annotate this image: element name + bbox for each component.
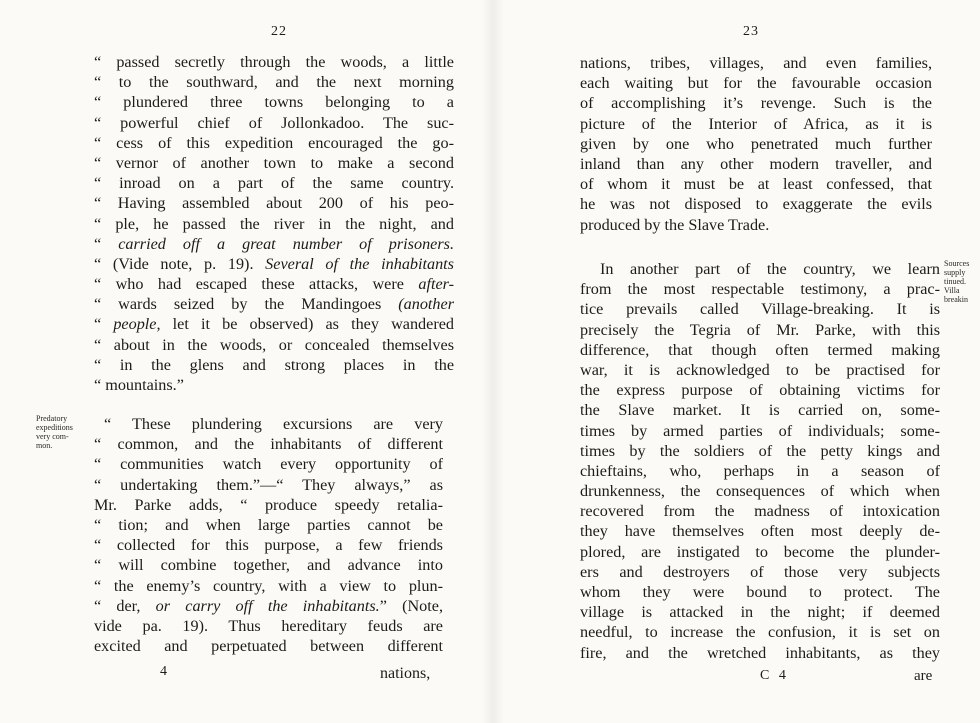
right-text-line: they have themselves often most deeply de-: [580, 522, 940, 541]
right-text-line: from the most respectable testimony, a prac-: [580, 280, 940, 299]
left-text-line: “ in the glens and strong places in the: [94, 355, 454, 374]
left-margin-note-line: very com-: [36, 432, 69, 441]
right-margin-note-line: supply: [944, 268, 966, 277]
left-page-block2: [94, 414, 443, 656]
left-text-line: “ (Vide note, p. 19). Several of the inhabitants: [94, 254, 454, 273]
right-text-line: produced by the Slave Trade.: [580, 215, 770, 234]
left-text-line: “ collected for this purpose, a few friends: [94, 536, 443, 555]
left-text-line: “ carried off a great number of prisoners.: [94, 234, 454, 253]
right-text-line: nations, tribes, villages, and even families,: [580, 54, 932, 72]
right-text-line: times by the soldiers of the petty kings and: [580, 441, 940, 460]
left-margin-note-line: Predatory: [36, 414, 68, 423]
left-text-line: “ undertaking them.”—“ They always,” as: [94, 475, 443, 494]
left-margin-note: [36, 414, 86, 450]
left-text-line: “ to the southward, and the next morning: [94, 73, 454, 92]
left-text-line: “ ple, he passed the river in the night, and: [94, 214, 454, 233]
right-text-line: plored, are instigated to become the plunder-: [580, 542, 940, 561]
book-gutter: [482, 0, 504, 723]
left-text-line: vide pa. 19). Thus hereditary feuds are: [94, 616, 443, 635]
right-text-line: fire, and the wretched inhabitants, as they: [580, 643, 940, 662]
right-page-block1: [580, 53, 932, 235]
left-text-line: “ vernor of another town to make a second: [94, 153, 454, 172]
right-page-block2: [580, 259, 940, 663]
right-text-line: In another part of the country, we learn: [600, 260, 940, 278]
right-margin-note-line: Sources: [944, 259, 970, 268]
right-margin-note-line: Villa: [944, 286, 960, 295]
left-text-line: “ will combine together, and advance into: [94, 556, 443, 575]
left-text-line: “ people, let it be observed) as they wandered: [94, 315, 454, 334]
right-text-line: inland than any other modern traveller, and: [580, 154, 932, 173]
right-text-line: whom they were bound to protect. The: [580, 583, 940, 601]
right-margin-note-line: tinued.: [944, 277, 966, 286]
right-page-number: 23: [743, 24, 759, 39]
left-text-line: “ These plundering excursions are very: [104, 415, 443, 433]
right-signature-mark: C 4: [760, 668, 789, 683]
left-catchword: nations,: [380, 665, 431, 682]
right-text-line: given by one who penetrated much further: [580, 134, 932, 153]
right-text-line: times by armed parties of individuals; some-: [580, 421, 940, 440]
left-margin-note-line: expeditions: [36, 423, 73, 432]
right-text-line: of whom it must be at least confessed, that: [580, 175, 932, 194]
left-text-line: “ powerful chief of Jollonkadoo. The suc-: [94, 113, 454, 132]
right-text-line: tice prevails called Village-breaking. It is: [580, 300, 940, 319]
right-margin-note-line: breakin: [944, 295, 968, 304]
right-catchword: are: [914, 668, 933, 684]
right-text-line: the express purpose of obtaining victims for: [580, 381, 940, 400]
right-text-line: picture of the Interior of Africa, as it is: [580, 114, 932, 133]
left-text-line: “ tion; and when large parties cannot be: [94, 515, 443, 534]
right-text-line: chieftains, who, perhaps in a season of: [580, 461, 940, 480]
right-text-line: difference, that though often termed making: [580, 340, 940, 359]
left-text-line: excited and perpetuated between different: [94, 637, 443, 656]
right-text-line: ers and destroyers of those very subjects: [580, 562, 940, 581]
left-text-line: “ Having assembled about 200 of his peo-: [94, 194, 454, 213]
left-text-line: “ mountains.”: [94, 376, 184, 394]
left-text-line: “ plundered three towns belonging to a: [94, 93, 454, 112]
right-text-line: of accomplishing it’s revenge. Such is the: [580, 94, 932, 113]
left-text-line: “ about in the woods, or concealed themselves: [94, 335, 454, 354]
left-signature-mark: 4: [160, 664, 167, 679]
right-text-line: the Slave market. It is carried on, some-: [580, 401, 940, 420]
left-page-block1: [94, 52, 454, 395]
left-page-number: 22: [271, 24, 287, 39]
right-text-line: he was not disposed to exaggerate the evils: [580, 195, 932, 214]
left-text-line: “ der, or carry off the inhabitants.” (Note,: [94, 596, 443, 615]
right-text-line: recovered from the madness of intoxication: [580, 502, 940, 521]
right-text-line: each waiting but for the favourable occasion: [580, 74, 932, 93]
left-text-line: Mr. Parke adds, “ produce speedy retalia-: [94, 495, 443, 514]
left-text-line: “ common, and the inhabitants of different: [94, 435, 443, 454]
left-text-line: “ cess of this expedition encouraged the go-: [94, 133, 454, 152]
left-text-line: “ passed secretly through the woods, a little: [94, 53, 454, 71]
left-text-line: “ wards seized by the Mandingoes (another: [94, 295, 454, 314]
right-text-line: needful, to increase the confusion, it is set on: [580, 623, 940, 642]
left-text-line: “ inroad on a part of the same country.: [94, 174, 454, 193]
right-text-line: drunkenness, the consequences of which when: [580, 482, 940, 501]
left-text-line: “ communities watch every opportunity of: [94, 455, 443, 474]
right-text-line: village is attacked in the night; if deemed: [580, 603, 940, 622]
right-text-line: war, it is acknowledged to be practised for: [580, 360, 940, 379]
left-margin-note-line: mon.: [36, 441, 53, 450]
right-text-line: precisely the Tegria of Mr. Parke, with this: [580, 320, 940, 339]
right-margin-note: [944, 259, 980, 304]
left-text-line: “ who had escaped these attacks, were after-: [94, 275, 454, 294]
left-text-line: “ the enemy’s country, with a view to plun-: [94, 576, 443, 595]
